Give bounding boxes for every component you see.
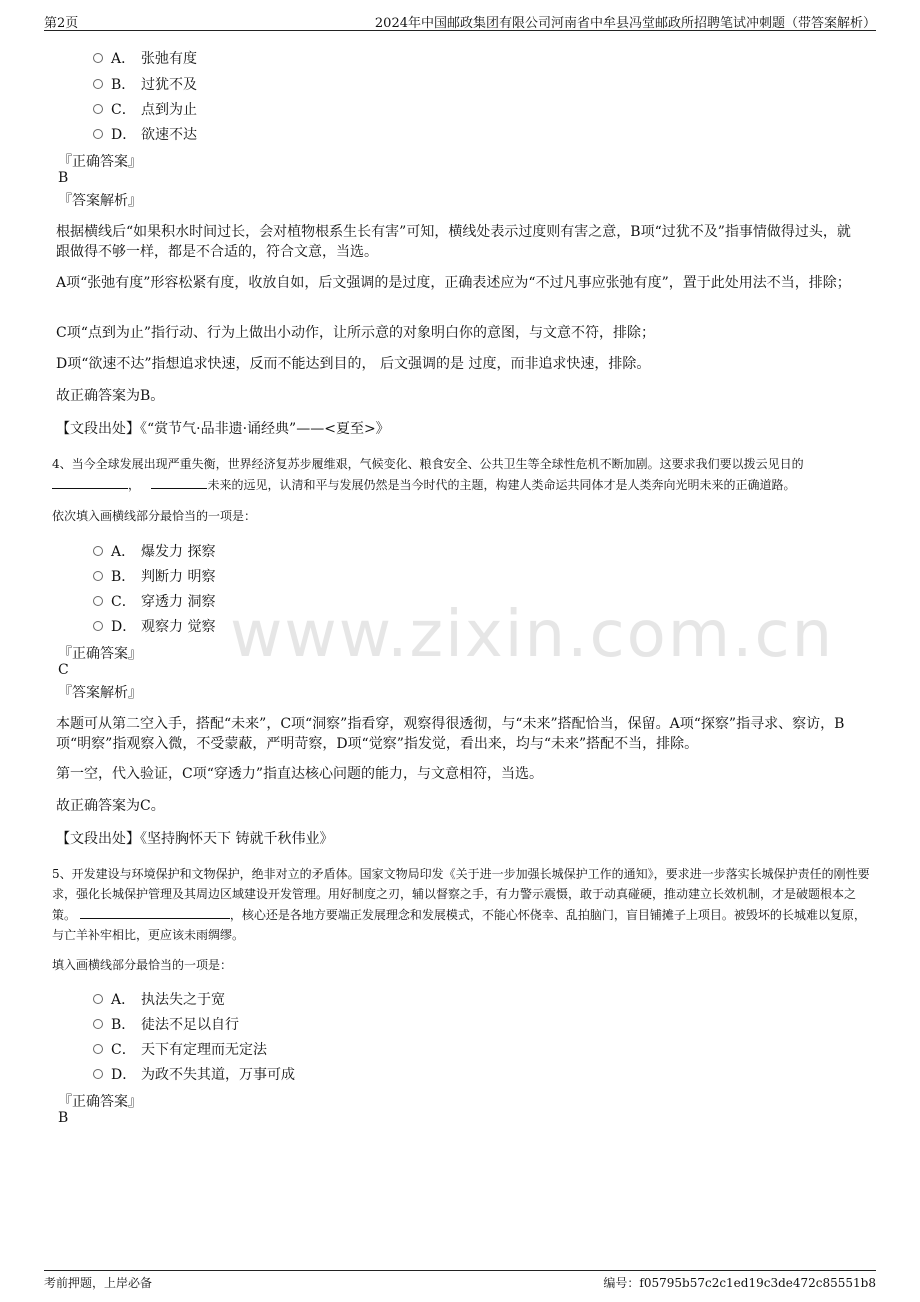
q3-analysis-5: 故正确答案为B。 — [56, 388, 165, 404]
q5-option-b[interactable]: B． 徒法不足以自行 — [93, 1014, 239, 1034]
q4-source: 【文段出处】《坚持胸怀天下 铸就千秋伟业》 — [56, 831, 334, 847]
q4-analysis-2: 第一空，代入验证，C项“穿透力”指直达核心问题的能力，与文意相符，当选。 — [56, 766, 544, 782]
q5-option-d[interactable]: D． 为政不失其道，万事可成 — [93, 1064, 295, 1084]
blank-2[interactable] — [151, 474, 207, 489]
blank-1[interactable] — [80, 904, 230, 919]
page-footer — [44, 1270, 876, 1290]
q3-answer: B — [58, 170, 69, 186]
radio-icon[interactable] — [93, 1044, 103, 1054]
watermark: www.zixin.com.cn — [230, 598, 835, 672]
q3-option-a[interactable]: A． 张弛有度 — [93, 48, 197, 68]
document-title: 2024年中国邮政集团有限公司河南省中牟县冯堂邮政所招聘笔试冲刺题（带答案解析） — [374, 16, 876, 31]
radio-icon[interactable] — [93, 104, 103, 114]
q5-stem: 5、开发建设与环境保护和文物保护，绝非对立的矛盾体。国家文物局印发《关于进一步加强长城保护工作的通知》，要求进一步落实长城保护责任的刚性要求，强化长城保护管理及其周边区域建设开发管理。用好制度之刃，辅以督察之手，有力警示震慑，敢于动真碰硬，推动建立长效机制，才是破题根本之策。 ，核心还是各地方要端正发展理念和发展模式，不能心怀侥幸、乱拍脑门，盲目铺摊子上项目。被毁坏的长城难以复原，与亡羊补牢相比，更应该未雨绸缪。 — [52, 867, 870, 942]
document-id: 编号：f05795b57c2c1ed19c3de472c85551b8 — [603, 1276, 876, 1290]
q4-prompt: 依次填入画横线部分最恰当的一项是： — [52, 509, 257, 523]
q3-analysis-1: 根据横线后“如果积水时间过长，会对植物根系生长有害”可知，横线处表示过度则有害之意，B项“过犹不及”指事情做得过头，就跟做得不够一样，都是不合适的，符合文意，当选。 — [56, 224, 851, 260]
q5-option-a[interactable]: A． 执法失之于宽 — [93, 989, 225, 1009]
q3-answer-label: 『正确答案』 — [58, 154, 142, 170]
q3-analysis-label: 『答案解析』 — [58, 193, 142, 209]
q4-analysis-1: 本题可从第二空入手，搭配“未来”，C项“洞察”指看穿，观察得很透彻，与“未来”搭配恰当，保留。A项“探察”指寻求、察访，B项“明察”指观察入微，不受蒙蔽，严明苛察，D项“觉察”指发觉，看出来，均与“未来”搭配不当，排除。 — [56, 716, 845, 752]
radio-icon[interactable] — [93, 546, 103, 556]
radio-icon[interactable] — [93, 129, 103, 139]
q3-option-c[interactable]: C． 点到为止 — [93, 99, 197, 119]
q3-analysis-2: A项“张弛有度”形容松紧有度，收放自如，后文强调的是过度，正确表述应为“不过凡事应张弛有度”，置于此处用法不当，排除； — [56, 275, 851, 291]
q4-option-c[interactable]: C． 穿透力 洞察 — [93, 591, 215, 611]
footer-slogan: 考前押题，上岸必备 — [44, 1276, 153, 1290]
q5-answer: B — [58, 1110, 69, 1126]
radio-icon[interactable] — [93, 53, 103, 63]
q4-option-b[interactable]: B． 判断力 明察 — [93, 566, 215, 586]
q4-option-a[interactable]: A． 爆发力 探察 — [93, 541, 215, 561]
radio-icon[interactable] — [93, 571, 103, 581]
q5-prompt: 填入画横线部分最恰当的一项是： — [52, 958, 233, 972]
radio-icon[interactable] — [93, 1069, 103, 1079]
radio-icon[interactable] — [93, 79, 103, 89]
radio-icon[interactable] — [93, 596, 103, 606]
q4-stem: 4、当今全球发展出现严重失衡，世界经济复苏步履维艰，气候变化、粮食安全、公共卫生等全球性危机不断加剧。这要求我们要以拨云见日的， 未来的远见，认清和平与发展仍然是当今时代的主题，构建人类命运共同体才是人类奔向光明未来的正确道路。 — [52, 457, 804, 492]
q3-option-d[interactable]: D． 欲速不达 — [93, 124, 197, 144]
radio-icon[interactable] — [93, 994, 103, 1004]
q5-option-c[interactable]: C． 天下有定理而无定法 — [93, 1039, 267, 1059]
radio-icon[interactable] — [93, 621, 103, 631]
q4-option-d[interactable]: D． 观察力 觉察 — [93, 616, 215, 636]
q3-analysis-3: C项“点到为止”指行动、行为上做出小动作，让所示意的对象明白你的意图，与文意不符，排除； — [56, 325, 656, 341]
q4-analysis-label: 『答案解析』 — [58, 685, 142, 701]
blank-1[interactable] — [52, 474, 128, 489]
q5-answer-label: 『正确答案』 — [58, 1094, 142, 1110]
radio-icon[interactable] — [93, 1019, 103, 1029]
q4-analysis-3: 故正确答案为C。 — [56, 798, 165, 814]
page-number: 第2页 — [44, 16, 79, 31]
q4-answer: C — [58, 662, 69, 678]
q3-analysis-4: D项“欲速不达”指想追求快速，反而不能达到目的， 后文强调的是 过度，而非追求快速，排除。 — [56, 356, 651, 372]
page-header — [44, 12, 876, 31]
q3-option-b[interactable]: B． 过犹不及 — [93, 74, 197, 94]
q4-answer-label: 『正确答案』 — [58, 646, 142, 662]
q3-source: 【文段出处】《“赏节气·品非遗·诵经典”——<夏至>》 — [56, 421, 390, 437]
